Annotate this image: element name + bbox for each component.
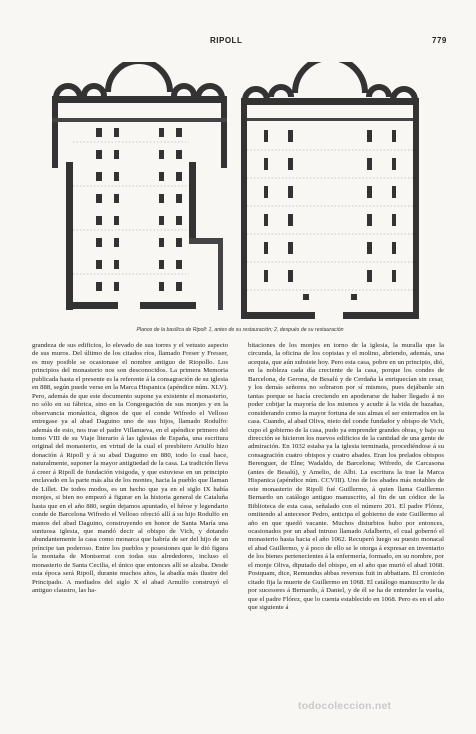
- column-left-text: grandeza de sus edificios, lo elevado de sus torres y el vetusto aspecto de sus muros. Del último de los citados ríos, llamado Freser y Fresser, es muy posible se ocasionase el nombre antiguo de Riopollo. Los principios del monasterio nos son desconocidos. La primera Memoria publicada hasta el presente es la referente á la consagración de su iglesia en 888, según puede verse en la Marca Hispanica (apéndice núm. XLV). Pero, además de que este documento supone ya existente el monasterio, no sólo en su fábrica, sino en la Congregación de sus monjes y en la observancia monástica, dignos de que el conde Wifredo el Velloso entregase ya al abad Daguino uno de sus hijos, llamado Rodulfo: además de esto, nos trae el padre Villanueva, en el apéndice primero del tomo VIII de su Viaje literario á las iglesias de España, una escritura original del monasterio, en virtud de la cual el presbítero Ariulfo hizo donación á Ripoll y á su abad Daguino en 880, todo lo cual hace, naturalmente, suponer la mayor antigüedad de la casa. La tradición lleva á creer á Ripoll de fundación visigoda, y que estuviese en un principio enclavado en la parte más alta de los montes, hacia la pueblo que llaman de Lillet. De todos modos, es un hecho que ya en el siglo IX había monjes, si bien no empezó á figurar en la historia general de Cataluña hasta que en el año 880, según dejamos apuntado, el héroe y legendario conde de Barcelona Wifredo el Velloso ofreció allí á su hijo Rodulfo en manos del abad Daguino, construyendo en honor de Santa María una suntuosa iglesia, que mandó decir al obispo de Vich, y dotando abundantemente la casa como monarca que habría de ser del hijo de un príncipe tan poderoso. Entre los pueblos y posesiones que le dió figura la montaña de Montserrat con todas sus alrededores, incluso el monasterio de Santa Cecilia, el único que entonces allí se alzaba. Desde esta época será Ripoll, durante muchos años, la abadía más ilustre del Principado. A mediados del siglo X el abad Arnulfo construyó el antiguo claustro, las ha-: [32, 342, 228, 595]
- text-column-right: [248, 342, 444, 613]
- column-right-text: bitaciones de los monjes en torno de la iglesia, la muralla que la circunda, la oficina de los copistas y el molino, abriendo, además, una acequia, que aún subsiste hoy. Pero esta casa, pobre en un principio, dió, en la nobleza cada día creciente de la casa, porque los condes de Barcelona, de Gerona, de Besalú y de Cerdaña la enriquecían sin cesar, y los demás señores no sobraron por sí mismos, pues dejábanle sin tantas porque se hacía creciendo en apoderarse de haber llegado á no poder cobijar la mayoría de los mismos y acudir á la vida de hazañas, considerando como la mayor fortuna de sus almas el ser enterrados en la casa. Cuando, al abad Oliva, nieto del conde fundador y obispo de Vich, cupo el gobierno de la casa, pudo ya emprender grandes obras, y bajo su dirección se hicieron los nuevos edificios de la cantidad de una gente de admiración. En 1032 estaba ya la iglesia terminada, procediéndose á su consagración cuatro obispos y cuatro abades. Eran los prelados obispos Berenguer, de Elne; Wadaldo, de Barcelona; Wifredo, de Carcasona (antes de Besalú), y Amelio, de Albi. La escritura la trae la Marca Hispanica (apéndice núm. CCVIII). Uno de los abades más notables de este monasterio de Ripoll fué Guillermo, á quien llama Guillermo Bernardo un catálogo antiguo manuscrito, al fin de un códice de la Biblioteca de esta casa, señalado con el número 201. El padre Flórez, omitiendo al antecesor Pedro, anticipa el gobierno de este Guillermo al año en que quedó vacante. Muchos disturbios hubo por entonces, ocasionados por un abad intruso llamado Adalberto, el cual gobernó el monasterio hasta hacia el año 1062. Recuperó luego su puesto monacal el abad Guillermo, y á poco de ello se le otorga á expresar en inventario de los bienes pertenecientes á la enfermería, formado, en su nombre, por el monje Oliva, diputado del obispo, en el año que murió el abad 1068. Postquam, dice, Remundus abbas reversus fuit in abbatiam. El cronicón citado fija la muerte de Guillermo en 1068. El catálogo manuscrito le da por sucesores á Bernardo, á Daniel, y de él se ha de entender la vuelta, que el padre Flórez, que lo cuenta establecido en 1068. Pero es en el año que siguiente á: [248, 342, 444, 612]
- floor-plan-before-restoration: [48, 62, 231, 316]
- floor-plan-after-restoration: [237, 62, 425, 324]
- page-number: 779: [432, 36, 447, 45]
- figure-caption: Planos de la basílica de Ripoll: 1, antes de su restauración; 2, después de su restauración: [136, 327, 344, 333]
- running-title: RIPOLL: [210, 36, 243, 45]
- watermark: todocoleccion.net: [298, 700, 392, 712]
- text-column-left: [32, 342, 228, 596]
